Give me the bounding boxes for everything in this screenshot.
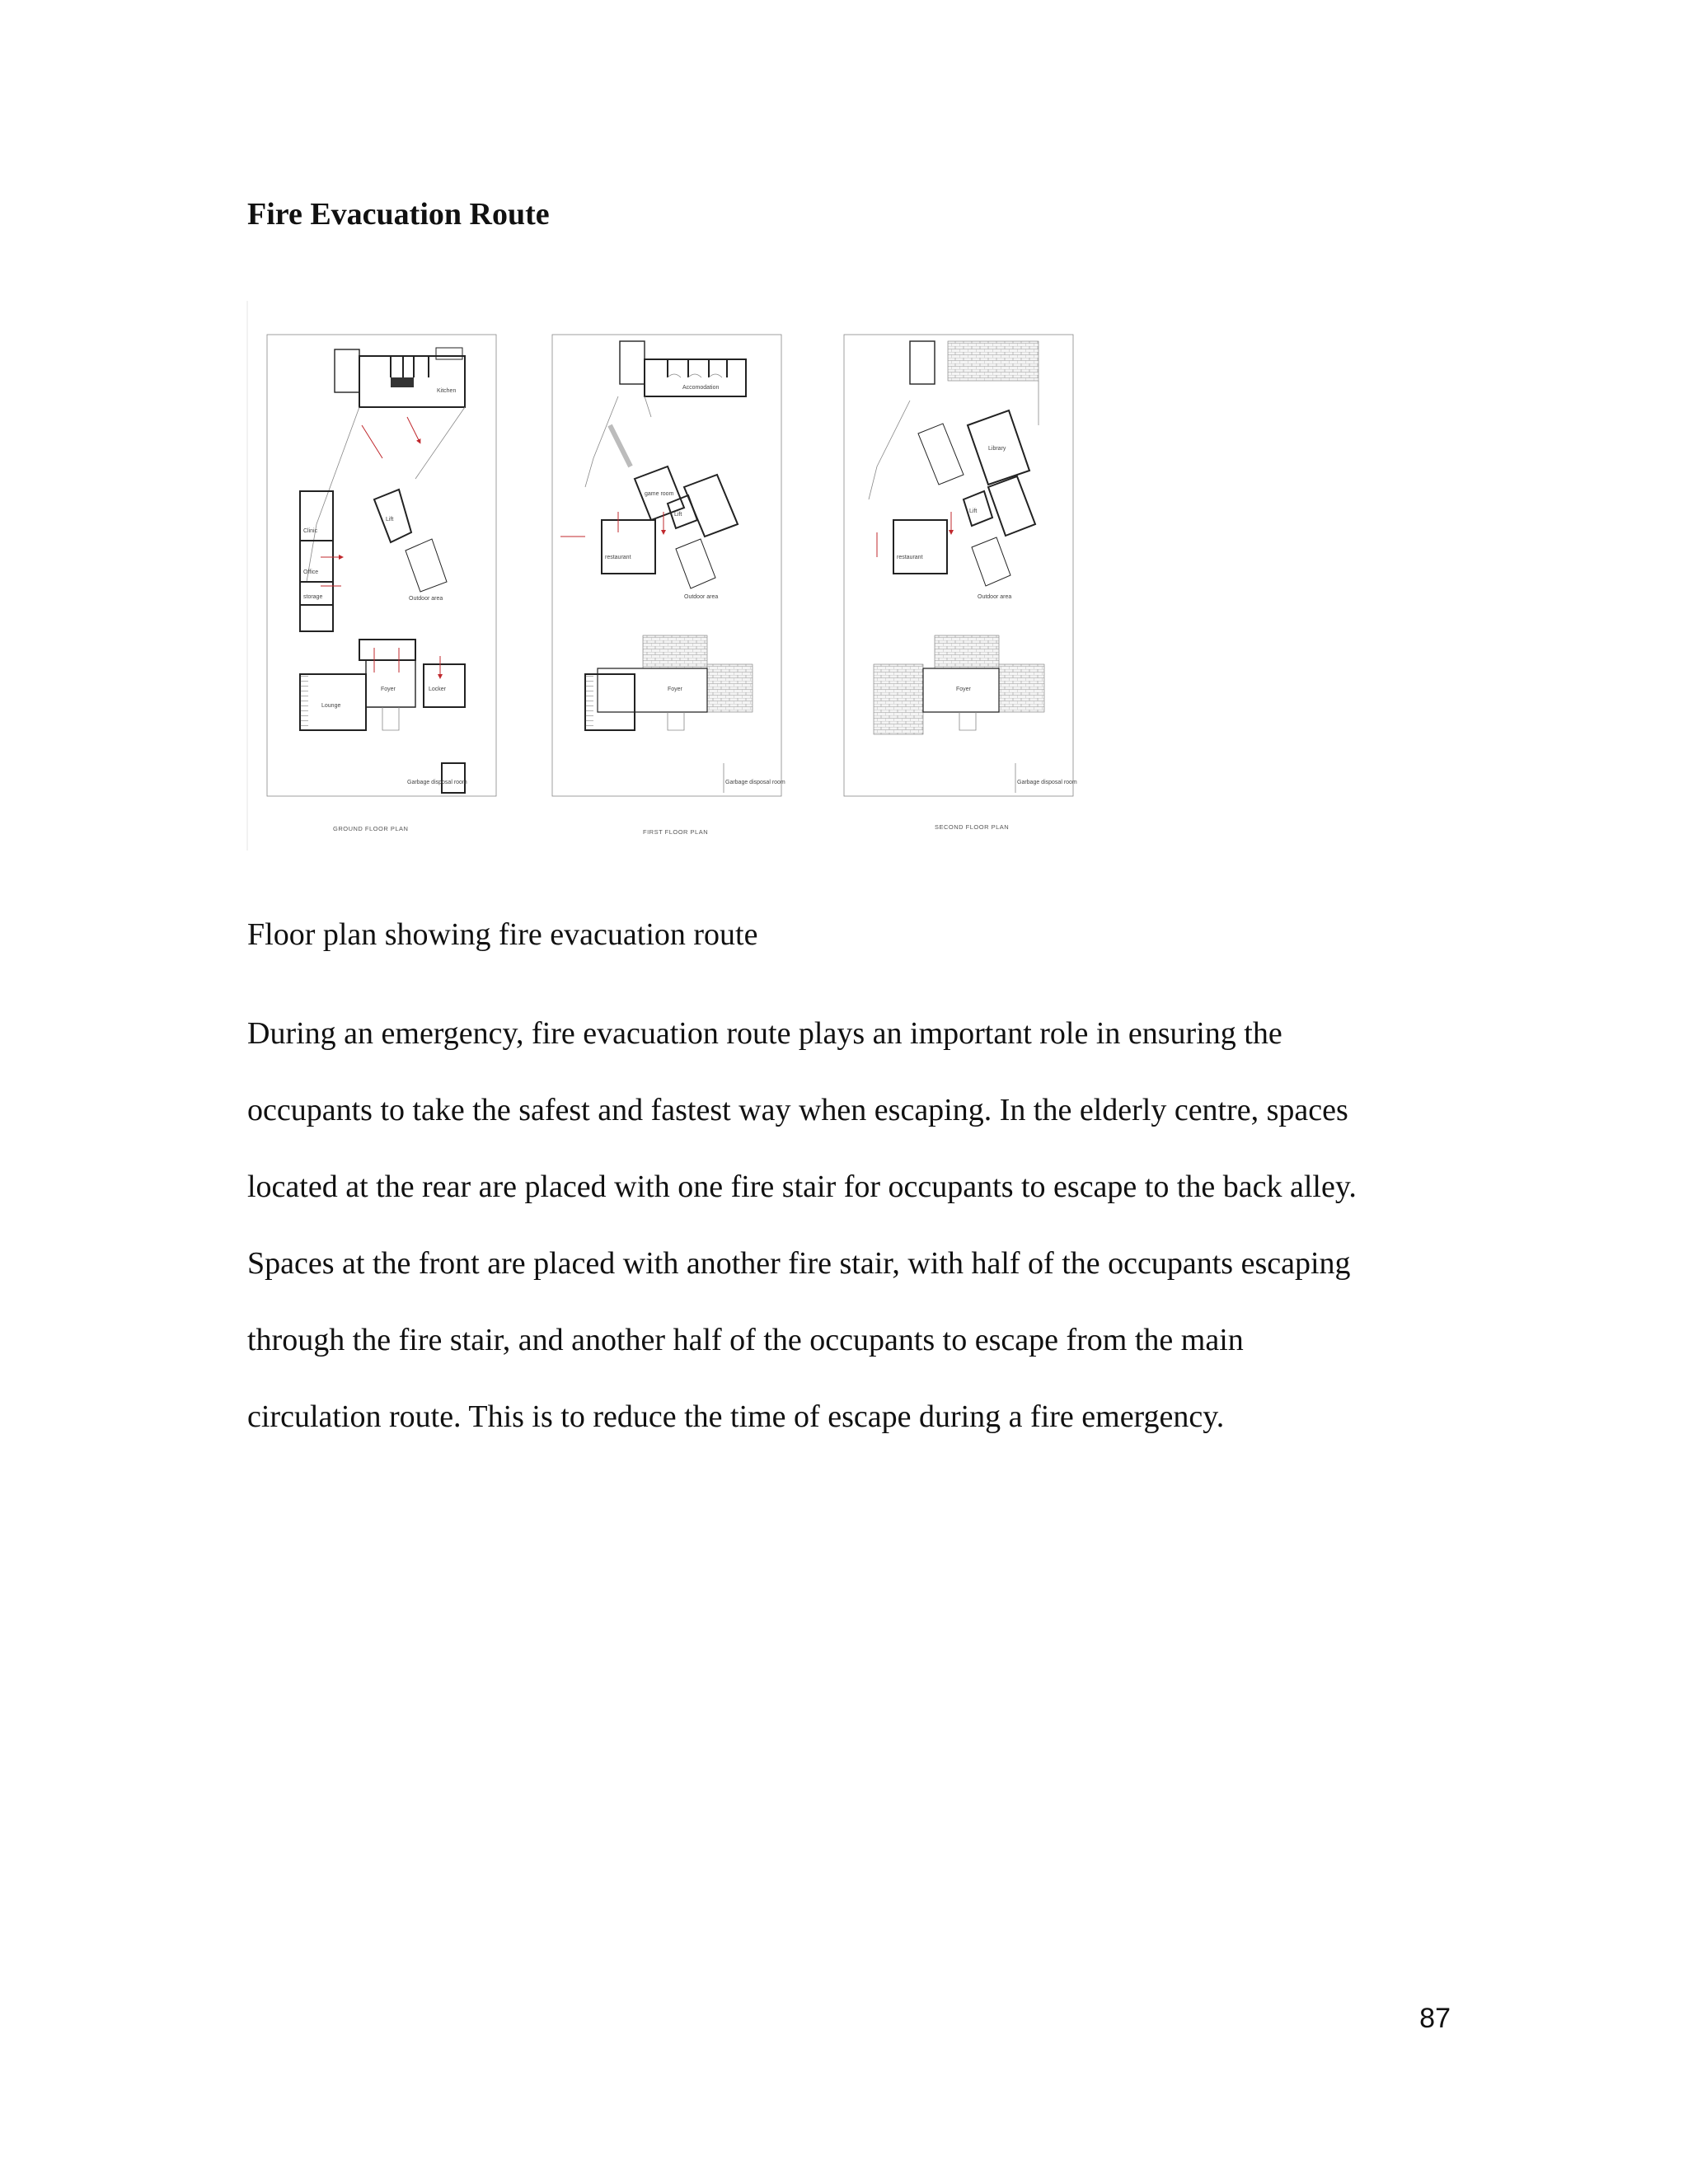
floor-plans-drawing (246, 297, 1119, 851)
body-line: Spaces at the front are placed with another fire stair, with half of the occupants escaping (247, 1246, 1351, 1281)
page-number: 87 (1419, 2003, 1451, 2034)
first-floor-plan (552, 335, 785, 836)
room-label: Outdoor area (978, 594, 1012, 600)
floor-plans-figure (246, 297, 1119, 851)
ground-floor-plan (267, 335, 496, 832)
room-label: Foyer (956, 687, 971, 692)
room-label: Kitchen (437, 388, 457, 394)
room-label: restaurant (605, 555, 631, 560)
body-line: located at the rear are placed with one fire stair for occupants to escape to the back alley. (247, 1169, 1357, 1204)
room-label: Garbage disposal room (725, 780, 785, 785)
room-label: restaurant (897, 555, 923, 560)
body-paragraph (247, 1014, 1451, 1474)
room-label: Outdoor area (684, 594, 719, 600)
body-line: through the fire stair, and another half of the occupants to escape from the main (247, 1323, 1244, 1357)
section-heading: Fire Evacuation Route (247, 197, 550, 232)
room-label: Lounge (321, 703, 341, 709)
room-label: Clinic (303, 528, 318, 534)
body-line: occupants to take the safest and fastest way when escaping. In the elderly centre, spaces (247, 1093, 1348, 1127)
plan-title: FIRST FLOOR PLAN (643, 828, 709, 836)
second-floor-plan (844, 335, 1077, 831)
figure-caption: Floor plan showing fire evacuation route (247, 917, 758, 952)
body-line: circulation route. This is to reduce the time of escape during a fire emergency. (247, 1399, 1225, 1434)
room-label: Garbage disposal room (1017, 780, 1077, 785)
body-line: During an emergency, fire evacuation route plays an important role in ensuring the (247, 1016, 1282, 1051)
plan-title: SECOND FLOOR PLAN (935, 823, 1010, 831)
plan-title: GROUND FLOOR PLAN (333, 825, 409, 832)
room-label: Lift (386, 517, 394, 523)
room-label: storage (303, 594, 323, 600)
room-label: Outdoor area (409, 596, 443, 602)
room-label: Foyer (381, 687, 396, 692)
room-label: Lift (969, 509, 978, 514)
room-label: Library (988, 446, 1006, 452)
room-label: game room (645, 491, 674, 497)
room-label: Garbage disposal room (407, 780, 467, 785)
room-label: Foyer (668, 687, 682, 692)
room-label: Accomodation (682, 385, 720, 391)
room-label: Locker (429, 687, 447, 692)
room-label: Office (303, 569, 319, 575)
room-label: Lift (674, 512, 682, 518)
